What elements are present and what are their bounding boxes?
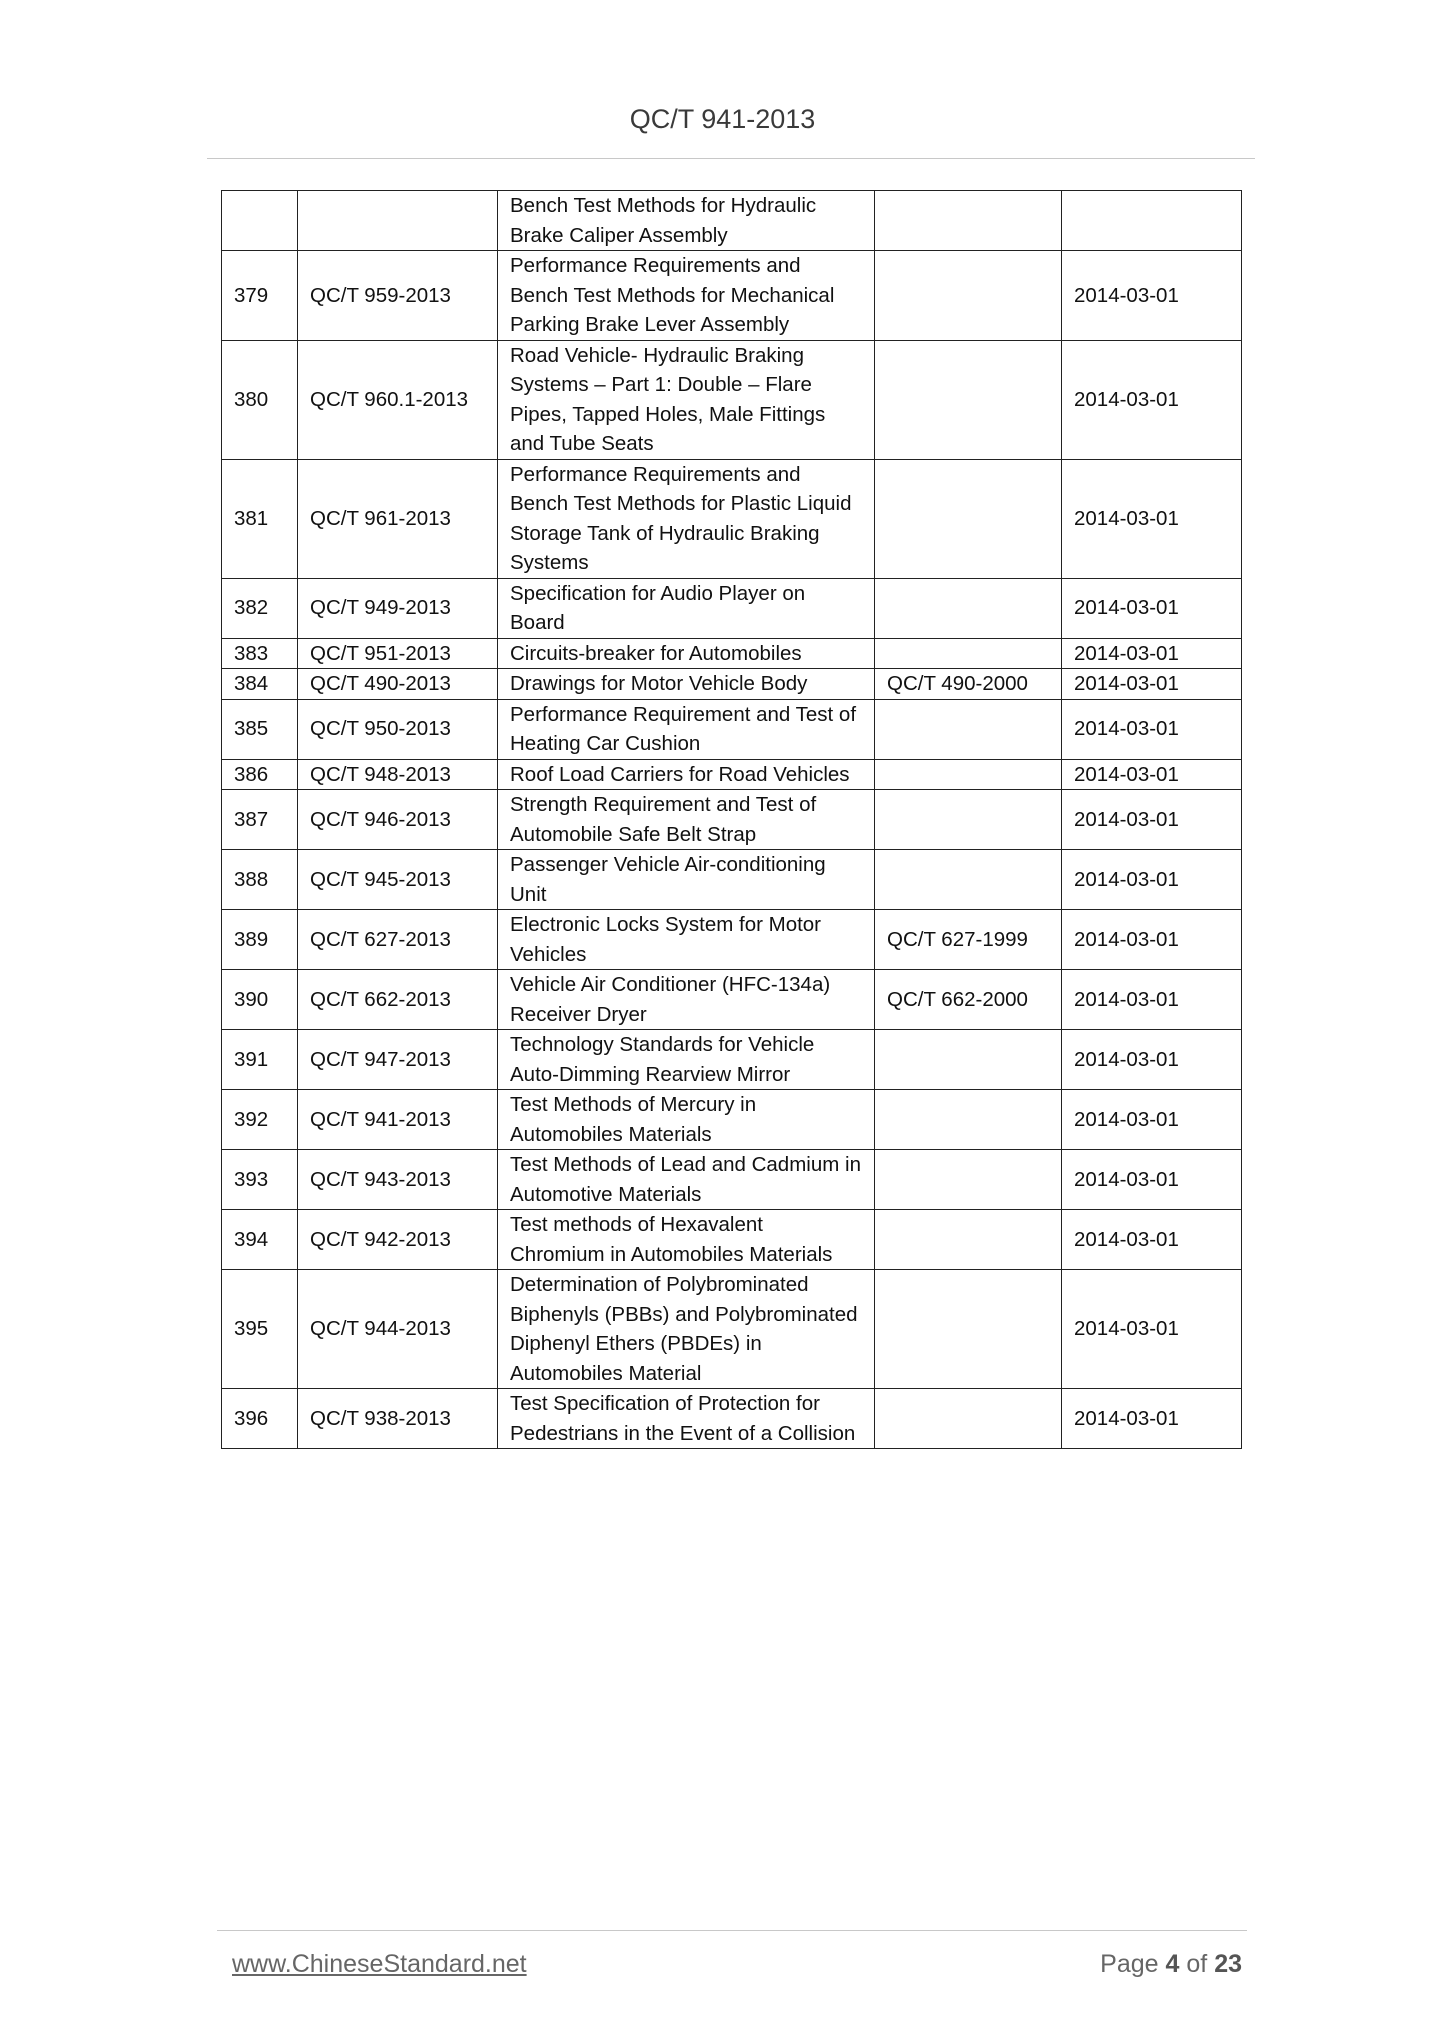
cell-number: 394 [222,1210,298,1270]
cell-standard-code: QC/T 943-2013 [298,1150,498,1210]
cell-number: 392 [222,1090,298,1150]
cell-standard-code: QC/T 662-2013 [298,970,498,1030]
cell-standard-name: Strength Requirement and Test of Automobile Safe Belt Strap [498,790,875,850]
cell-replaced-standard [875,1090,1062,1150]
cell-number: 382 [222,578,298,638]
cell-implementation-date: 2014-03-01 [1062,970,1242,1030]
cell-standard-name: Performance Requirement and Test of Heating Car Cushion [498,699,875,759]
cell-replaced-standard [875,251,1062,341]
cell-number: 385 [222,699,298,759]
table-row [222,850,1242,910]
cell-implementation-date [1062,191,1242,251]
cell-replaced-standard [875,1030,1062,1090]
cell-replaced-standard [875,340,1062,459]
cell-number [222,191,298,251]
cell-implementation-date: 2014-03-01 [1062,1090,1242,1150]
cell-standard-name: Test Methods of Mercury in Automobiles Materials [498,1090,875,1150]
table-row [222,191,1242,251]
standards-table [221,190,1242,1449]
cell-replaced-standard [875,191,1062,251]
header-divider [207,158,1255,159]
cell-implementation-date: 2014-03-01 [1062,1150,1242,1210]
table-row [222,340,1242,459]
cell-standard-code: QC/T 946-2013 [298,790,498,850]
cell-standard-name: Roof Load Carriers for Road Vehicles [498,759,875,790]
table-row [222,251,1242,341]
cell-number: 380 [222,340,298,459]
cell-number: 381 [222,459,298,578]
table-row [222,1270,1242,1389]
cell-standard-code: QC/T 949-2013 [298,578,498,638]
cell-standard-code: QC/T 961-2013 [298,459,498,578]
cell-standard-name: Test Specification of Protection for Pedestrians in the Event of a Collision [498,1389,875,1449]
cell-replaced-standard [875,1150,1062,1210]
cell-replaced-standard [875,1270,1062,1389]
table-row [222,1150,1242,1210]
page-prefix: Page [1100,1950,1159,1978]
cell-standard-name: Technology Standards for Vehicle Auto-Dimming Rearview Mirror [498,1030,875,1090]
cell-standard-code: QC/T 959-2013 [298,251,498,341]
cell-standard-code: QC/T 490-2013 [298,669,498,700]
cell-standard-name: Bench Test Methods for Hydraulic Brake Caliper Assembly [498,191,875,251]
cell-replaced-standard [875,759,1062,790]
cell-implementation-date: 2014-03-01 [1062,340,1242,459]
cell-replaced-standard [875,1389,1062,1449]
table-row [222,970,1242,1030]
cell-replaced-standard [875,790,1062,850]
cell-standard-code: QC/T 960.1-2013 [298,340,498,459]
table-row [222,669,1242,700]
cell-standard-code: QC/T 941-2013 [298,1090,498,1150]
page-total: 23 [1214,1950,1242,1978]
cell-implementation-date: 2014-03-01 [1062,638,1242,669]
cell-standard-code: QC/T 947-2013 [298,1030,498,1090]
cell-implementation-date: 2014-03-01 [1062,699,1242,759]
cell-replaced-standard: QC/T 662-2000 [875,970,1062,1030]
table-row [222,1030,1242,1090]
table-row [222,699,1242,759]
cell-standard-code: QC/T 950-2013 [298,699,498,759]
cell-number: 396 [222,1389,298,1449]
table-row [222,759,1242,790]
cell-standard-code: QC/T 627-2013 [298,910,498,970]
cell-number: 389 [222,910,298,970]
cell-implementation-date: 2014-03-01 [1062,850,1242,910]
cell-replaced-standard [875,578,1062,638]
cell-replaced-standard: QC/T 490-2000 [875,669,1062,700]
cell-number: 383 [222,638,298,669]
cell-standard-code: QC/T 942-2013 [298,1210,498,1270]
cell-implementation-date: 2014-03-01 [1062,790,1242,850]
cell-replaced-standard: QC/T 627-1999 [875,910,1062,970]
cell-number: 379 [222,251,298,341]
cell-standard-name: Drawings for Motor Vehicle Body [498,669,875,700]
cell-standard-code: QC/T 944-2013 [298,1270,498,1389]
cell-number: 391 [222,1030,298,1090]
page-of: of [1186,1950,1208,1978]
website-link[interactable]: www.ChineseStandard.net [232,1950,527,1978]
cell-standard-name: Performance Requirements and Bench Test Methods for Plastic Liquid Storage Tank of Hydraulic Braking Systems [498,459,875,578]
cell-standard-name: Test Methods of Lead and Cadmium in Automotive Materials [498,1150,875,1210]
cell-replaced-standard [875,1210,1062,1270]
cell-standard-code: QC/T 938-2013 [298,1389,498,1449]
cell-implementation-date: 2014-03-01 [1062,1030,1242,1090]
cell-implementation-date: 2014-03-01 [1062,1389,1242,1449]
table-row [222,910,1242,970]
cell-implementation-date: 2014-03-01 [1062,1270,1242,1389]
cell-replaced-standard [875,850,1062,910]
cell-number: 387 [222,790,298,850]
cell-number: 384 [222,669,298,700]
cell-standard-name: Electronic Locks System for Motor Vehicles [498,910,875,970]
cell-standard-code: QC/T 951-2013 [298,638,498,669]
cell-implementation-date: 2014-03-01 [1062,1210,1242,1270]
table-row [222,1090,1242,1150]
page-header-title: QC/T 941-2013 [629,104,816,134]
cell-standard-name: Specification for Audio Player on Board [498,578,875,638]
cell-standard-name: Vehicle Air Conditioner (HFC-134a) Receiver Dryer [498,970,875,1030]
cell-number: 386 [222,759,298,790]
cell-standard-name: Circuits-breaker for Automobiles [498,638,875,669]
table-row [222,638,1242,669]
cell-standard-name: Performance Requirements and Bench Test Methods for Mechanical Parking Brake Lever Assembly [498,251,875,341]
cell-standard-name: Road Vehicle- Hydraulic Braking Systems – Part 1: Double – Flare Pipes, Tapped Holes, Male Fittings and Tube Seats [498,340,875,459]
cell-number: 390 [222,970,298,1030]
cell-standard-code [298,191,498,251]
cell-implementation-date: 2014-03-01 [1062,669,1242,700]
cell-implementation-date: 2014-03-01 [1062,251,1242,341]
cell-replaced-standard [875,638,1062,669]
table-row [222,790,1242,850]
cell-standard-name: Test methods of Hexavalent Chromium in Automobiles Materials [498,1210,875,1270]
cell-implementation-date: 2014-03-01 [1062,459,1242,578]
cell-standard-name: Determination of Polybrominated Biphenyls (PBBs) and Polybrominated Diphenyl Ethers (PBDEs) in Automobiles Material [498,1270,875,1389]
page-number [1100,1950,1242,1979]
cell-implementation-date: 2014-03-01 [1062,910,1242,970]
cell-standard-name: Passenger Vehicle Air-conditioning Unit [498,850,875,910]
cell-standard-code: QC/T 948-2013 [298,759,498,790]
cell-replaced-standard [875,459,1062,578]
cell-number: 388 [222,850,298,910]
table-row [222,459,1242,578]
page-current: 4 [1165,1950,1180,1978]
cell-implementation-date: 2014-03-01 [1062,578,1242,638]
cell-number: 395 [222,1270,298,1389]
cell-number: 393 [222,1150,298,1210]
cell-implementation-date: 2014-03-01 [1062,759,1242,790]
cell-replaced-standard [875,699,1062,759]
table-row [222,578,1242,638]
footer-divider [217,1930,1247,1931]
table-row [222,1389,1242,1449]
cell-standard-code: QC/T 945-2013 [298,850,498,910]
table-row [222,1210,1242,1270]
